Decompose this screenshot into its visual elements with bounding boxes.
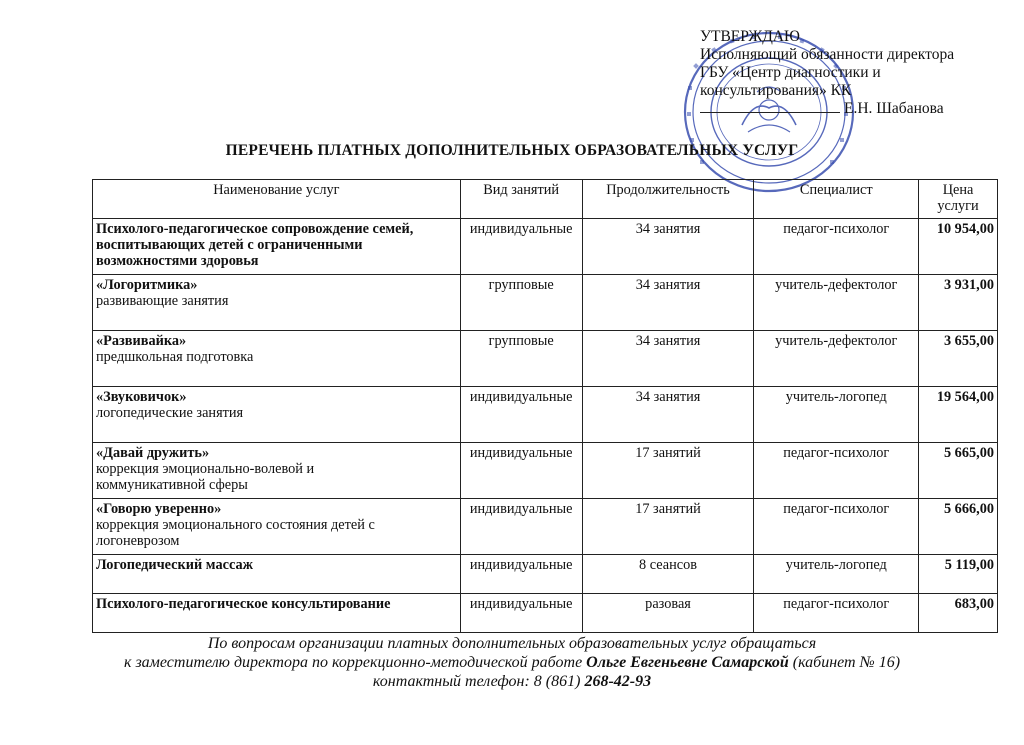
- contact-person-name: Ольге Евгеньевне Самарской: [586, 654, 789, 671]
- table-row: [93, 555, 998, 594]
- approval-position-line1: Исполняющий обязанности директора: [700, 46, 955, 63]
- signature-underline: [700, 112, 840, 113]
- duration-cell: 34 занятия: [582, 219, 754, 275]
- specialist-cell: педагог-психолог: [754, 219, 919, 275]
- duration-cell: 34 занятия: [582, 275, 754, 331]
- service-name-cell: [93, 331, 461, 387]
- service-name-cell: [93, 499, 461, 555]
- service-subtitle: развивающие занятия: [96, 293, 229, 309]
- specialist-cell: учитель-логопед: [754, 387, 919, 443]
- service-name-cell: [93, 219, 461, 275]
- lesson-type-cell: индивидуальные: [460, 555, 582, 594]
- price-cell: 683,00: [919, 594, 998, 633]
- service-name-cell: [93, 555, 461, 594]
- header-price: Цена услуги: [919, 180, 998, 219]
- contact-room: (кабинет № 16): [792, 654, 901, 671]
- services-table: [92, 179, 998, 633]
- service-subtitle: логопедические занятия: [96, 405, 244, 421]
- specialist-cell: педагог-психолог: [754, 594, 919, 633]
- service-title: Психолого-педагогическое сопровождение семей, воспитывающих детей с ограниченными возможностями здоровья: [96, 221, 414, 269]
- footer-line3: [0, 672, 1024, 691]
- table-row: [93, 443, 998, 499]
- table-row: [93, 275, 998, 331]
- service-name-cell: [93, 443, 461, 499]
- price-cell: 10 954,00: [919, 219, 998, 275]
- approval-signer: Е.Н. Шабанова: [844, 100, 944, 117]
- duration-cell: 34 занятия: [582, 331, 754, 387]
- lesson-type-cell: индивидуальные: [460, 219, 582, 275]
- document-title: ПЕРЕЧЕНЬ ПЛАТНЫХ ДОПОЛНИТЕЛЬНЫХ ОБРАЗОВАТЕЛЬНЫХ УСЛУГ: [225, 142, 799, 159]
- price-cell: 5 665,00: [919, 443, 998, 499]
- approval-position-line2: ГБУ «Центр диагностики и: [700, 64, 881, 81]
- approval-position-line3: консультирования» КК: [700, 82, 852, 99]
- duration-cell: 8 сеансов: [582, 555, 754, 594]
- price-cell: 5 666,00: [919, 499, 998, 555]
- lesson-type-cell: групповые: [460, 275, 582, 331]
- table-row: [93, 331, 998, 387]
- lesson-type-cell: индивидуальные: [460, 443, 582, 499]
- specialist-cell: учитель-логопед: [754, 555, 919, 594]
- service-subtitle: коррекция эмоционально-волевой и коммуникативной сферы: [96, 461, 315, 493]
- table-row: [93, 594, 998, 633]
- footer-line1: По вопросам организации платных дополнительных образовательных услуг обращаться: [207, 635, 817, 652]
- phone-label: контактный телефон: 8 (861): [372, 673, 581, 690]
- specialist-cell: учитель-дефектолог: [754, 331, 919, 387]
- price-cell: 3 931,00: [919, 275, 998, 331]
- service-name-cell: [93, 594, 461, 633]
- header-type: Вид занятий: [460, 180, 582, 219]
- lesson-type-cell: индивидуальные: [460, 594, 582, 633]
- phone-number: 268-42-93: [584, 673, 652, 690]
- duration-cell: 34 занятия: [582, 387, 754, 443]
- duration-cell: 17 занятий: [582, 443, 754, 499]
- table-row: [93, 219, 998, 275]
- approval-signature-line: [700, 100, 1000, 118]
- approval-heading: УТВЕРЖДАЮ: [700, 28, 800, 45]
- service-title: «Давай дружить»: [96, 445, 210, 461]
- specialist-cell: учитель-дефектолог: [754, 275, 919, 331]
- specialist-cell: педагог-психолог: [754, 443, 919, 499]
- price-cell: 19 564,00: [919, 387, 998, 443]
- service-title: «Развивайка»: [96, 333, 187, 349]
- footer-line2-prefix: к заместителю директора по коррекционно-методической работе: [123, 654, 583, 671]
- table-header-row: [93, 180, 998, 219]
- service-name-cell: [93, 275, 461, 331]
- duration-cell: 17 занятий: [582, 499, 754, 555]
- specialist-cell: педагог-психолог: [754, 499, 919, 555]
- price-cell: 5 119,00: [919, 555, 998, 594]
- service-title: Психолого-педагогическое консультирование: [96, 596, 391, 612]
- lesson-type-cell: групповые: [460, 331, 582, 387]
- service-title: «Логоритмика»: [96, 277, 198, 293]
- price-cell: 3 655,00: [919, 331, 998, 387]
- service-subtitle: коррекция эмоционального состояния детей с логоневрозом: [96, 517, 375, 549]
- service-subtitle: предшкольная подготовка: [96, 349, 254, 365]
- header-duration: Продолжительность: [582, 180, 754, 219]
- header-name: Наименование услуг: [93, 180, 461, 219]
- footer-line2: [0, 653, 1024, 672]
- lesson-type-cell: индивидуальные: [460, 499, 582, 555]
- header-specialist: Специалист: [754, 180, 919, 219]
- service-title: «Звуковичок»: [96, 389, 187, 405]
- duration-cell: разовая: [582, 594, 754, 633]
- service-name-cell: [93, 387, 461, 443]
- service-title: Логопедический массаж: [96, 557, 253, 573]
- service-title: «Говорю уверенно»: [96, 501, 222, 517]
- table-row: [93, 387, 998, 443]
- table-row: [93, 499, 998, 555]
- contact-footer: [0, 634, 1024, 691]
- approval-block: [700, 28, 1000, 118]
- lesson-type-cell: индивидуальные: [460, 387, 582, 443]
